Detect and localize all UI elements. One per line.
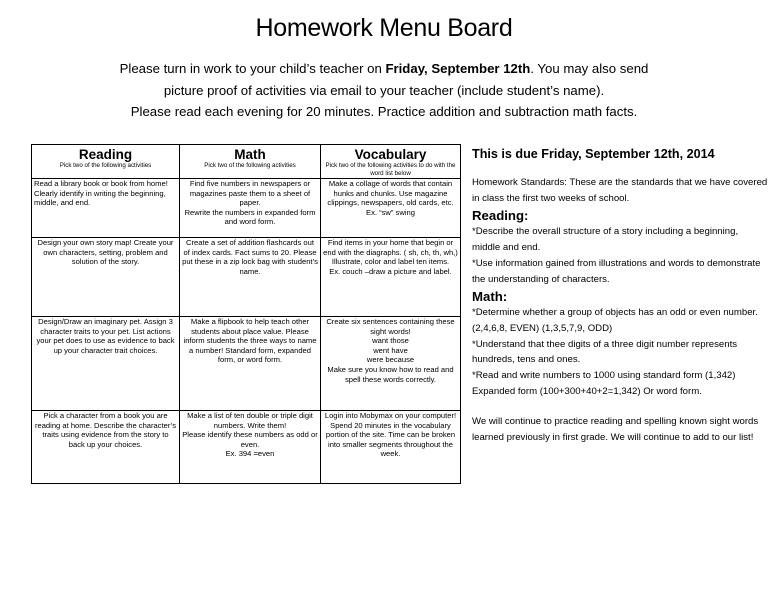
activity-vocabulary-4: Login into Mobymax on your computer! Spend 20 minutes in the vocabulary portion of the site. Time can be broken into smaller segments throughout the week. (321, 411, 461, 484)
math-standard-1: *Determine whether a group of objects has an odd or even number. (2,4,6,8, EVEN) (1,3,5,7,9, ODD) (472, 307, 758, 334)
standards-panel (472, 146, 768, 446)
activity-math-4: Make a list of ten double or triple digit numbers. Write them! Please identify these numbers as odd or even. Ex. 394 =even (180, 411, 321, 484)
activity-vocabulary-1: Make a collage of words that contain hunks and chunks. Use magazine clippings, newspapers, old cards, etc. Ex. “sw” swing (321, 179, 461, 238)
activity-math-2: Create a set of addition flashcards out of index cards. Fact sums to 20. Please put these in a zip lock bag with student’s name. (180, 238, 321, 317)
activity-reading-1: Read a library book or book from home! Clearly identify in writing the beginning, middle, and end. (32, 179, 180, 238)
reading-standard-2: *Use information gained from illustrations and words to demonstrate the understanding of characters. (472, 257, 761, 285)
intro-line-2: picture proof of activities via email to your teacher (include student’s name). (163, 82, 605, 98)
math-standard-3: *Read and write numbers to 1000 using standard form (1,342) Expanded form (100+300+40+2=1,342) Or word form. (472, 370, 736, 397)
intro-line-1: Please turn in work to your child’s teacher on Friday, September 12th. You may also send (119, 61, 649, 76)
activity-vocabulary-3: Create six sentences containing these sight words! want those went have were because Make sure you know how to read and spell these words correctly. (321, 317, 461, 411)
column-header-vocabulary: Vocabulary Pick two of the following activities to do with the word list below (321, 145, 461, 179)
reading-heading: Reading: (472, 208, 529, 224)
activity-reading-2: Design your own story map! Create your own characters, setting, problem and solution of the story. (32, 238, 180, 317)
table-header-row (32, 145, 461, 179)
intro-line-3: Please read each evening for 20 minutes. Practice addition and subtraction math facts. (130, 104, 638, 119)
reading-standard-1: *Describe the overall structure of a story including a beginning, middle and end. (472, 226, 739, 254)
table-row (32, 179, 461, 238)
table-row (32, 238, 461, 317)
closing-note: We will continue to practice reading and spelling known sight words learned previously in first grade. We will continue to add to our list! (472, 416, 759, 444)
table-row (32, 317, 461, 411)
activity-reading-4: Pick a character from a book you are reading at home. Describe the character’s traits using evidence from the story to back up your choices. (32, 411, 180, 484)
due-date-emphasis: Friday, September 12th (385, 61, 531, 76)
column-header-math: Math Pick two of the following activities (180, 145, 321, 179)
math-heading: Math: (472, 289, 508, 305)
activity-vocabulary-2: Find items in your home that begin or end with the diagraphs. ( sh, ch, th, wh,) Illustrate, color and label ten items. Ex. couch –draw a picture and label. (321, 238, 461, 317)
intro-text (0, 58, 768, 123)
math-standard-2: *Understand that thee digits of a three digit number represents hundreds, tens and ones. (472, 338, 738, 366)
due-date-heading: This is due Friday, September 12th, 2014 (472, 147, 715, 161)
table-row (32, 411, 461, 484)
page-title: Homework Menu Board (255, 14, 513, 42)
column-header-reading: Reading Pick two of the following activities (32, 145, 180, 179)
standards-intro: Homework Standards: These are the standards that we have covered in class the first two weeks of school. (472, 177, 768, 204)
activity-math-1: Find five numbers in newspapers or magazines paste them to a sheet of paper. Rewrite the numbers in expanded form and word form. (180, 179, 321, 238)
spacer (472, 399, 768, 414)
activity-math-3: Make a flipbook to help teach other students about place value. Please inform students the three ways to name a number! Standard form, expanded form, or word form. (180, 317, 321, 411)
homework-menu-table (31, 144, 461, 484)
activity-reading-3: Design/Draw an imaginary pet. Assign 3 character traits to your pet. List actions your pet does to use as evidence to back up your character trait choices. (32, 317, 180, 411)
